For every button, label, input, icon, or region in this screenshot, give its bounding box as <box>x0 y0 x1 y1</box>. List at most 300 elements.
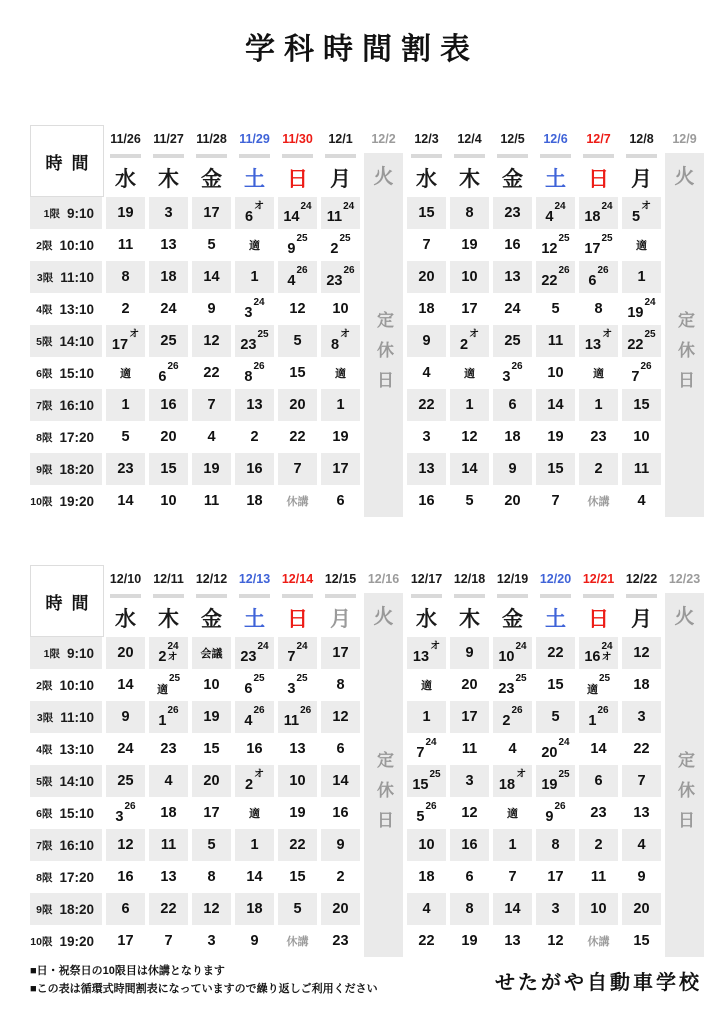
schedule-cell <box>147 357 190 389</box>
cell-bg <box>622 669 661 701</box>
lesson-number: 19 <box>203 461 220 477</box>
schedule-cell <box>491 861 534 893</box>
period-time: 17:20 <box>59 429 94 445</box>
lesson-sup-line: 25 <box>257 329 269 341</box>
schedule-cell <box>448 325 491 357</box>
lesson-sup <box>602 329 612 341</box>
schedule-cell <box>534 229 577 261</box>
cell-bg <box>278 357 317 389</box>
closed-day-label: 火 <box>373 165 394 188</box>
lesson-number: 6 <box>121 901 130 917</box>
schedule-cell <box>620 325 663 357</box>
lesson-sup <box>167 361 178 373</box>
cell-content <box>330 329 351 353</box>
cell-content <box>627 297 656 321</box>
lesson-number: 16 <box>461 837 478 853</box>
period-label: 10限 <box>30 935 53 948</box>
cell-bg <box>106 829 145 861</box>
cell-content <box>590 901 606 917</box>
schedule-cell <box>104 925 147 957</box>
cell-bg <box>579 893 618 925</box>
date-underline-bar <box>110 594 141 598</box>
cell-bg <box>622 925 661 957</box>
cell-content <box>332 709 348 725</box>
schedule-cell <box>577 197 620 229</box>
lesson-number: 11 <box>160 837 177 853</box>
lesson-number: 11 <box>547 333 564 349</box>
lesson-number: 13 <box>246 397 263 413</box>
lesson-sup-line: オ <box>641 201 652 213</box>
lesson-sup <box>602 201 613 213</box>
lesson-number: 9 <box>121 709 130 725</box>
period-time-cell <box>30 485 102 517</box>
closed-date-label: 12/9 <box>672 132 697 146</box>
cell-content <box>633 741 649 757</box>
schedule-cell <box>620 893 663 925</box>
cell-bg <box>493 293 532 325</box>
schedule-cell <box>577 453 620 485</box>
cell-bg <box>450 701 489 733</box>
cell-bg <box>106 701 145 733</box>
schedule-cell <box>233 325 276 357</box>
schedule-cell <box>448 893 491 925</box>
schedule-cell <box>233 765 276 797</box>
period-time-cell <box>30 389 102 421</box>
schedule-cell <box>448 637 491 669</box>
schedule-cell <box>233 229 276 261</box>
lesson-number: 2 <box>158 649 167 665</box>
schedule-cell <box>448 733 491 765</box>
cell-bg <box>536 829 575 861</box>
cell-bg <box>536 797 575 829</box>
schedule-cell <box>448 861 491 893</box>
closed-label-wrap <box>371 195 396 517</box>
schedule-cell <box>104 701 147 733</box>
cell-bg <box>235 701 274 733</box>
lesson-sup <box>602 233 613 245</box>
cell-bg <box>321 325 360 357</box>
cell-bg <box>106 197 145 229</box>
lesson-number: 12 <box>461 429 478 445</box>
period-time-cell <box>30 893 102 925</box>
cell-bg <box>493 325 532 357</box>
cell-bg <box>321 357 360 389</box>
schedule-cell <box>190 229 233 261</box>
cell-content <box>326 201 355 225</box>
schedule-cell <box>319 421 362 453</box>
cell-content <box>418 493 434 509</box>
period-time: 11:10 <box>60 269 94 285</box>
cell-bg <box>493 701 532 733</box>
date-label: 12/10 <box>109 572 142 586</box>
lesson-number: 6 <box>244 209 254 225</box>
cell-bg <box>493 197 532 229</box>
cell-bg <box>579 325 618 357</box>
cell-bg <box>235 389 274 421</box>
schedule-cell <box>620 357 663 389</box>
cell-content <box>289 301 305 317</box>
lesson-number: 16 <box>117 869 134 885</box>
schedule-cell <box>319 733 362 765</box>
cell-bg <box>106 861 145 893</box>
cell-bg <box>106 261 145 293</box>
lesson-number: 14 <box>117 677 134 693</box>
lesson-number: 15 <box>160 461 177 477</box>
lesson-sup-line: 24 <box>554 201 566 213</box>
lesson-sup-line: 24 <box>343 201 355 213</box>
cell-bg <box>493 389 532 421</box>
lesson-number: 7 <box>631 369 640 385</box>
cell-bg <box>235 829 274 861</box>
cell-bg <box>278 797 317 829</box>
cell-content <box>289 741 305 757</box>
date-label: 12/15 <box>324 572 357 586</box>
schedule-cell <box>534 925 577 957</box>
cell-content <box>160 901 176 917</box>
date-underline-bar <box>626 154 657 158</box>
period-time-cell <box>30 229 102 261</box>
cell-bg <box>235 229 274 261</box>
schedule-cell <box>620 229 663 261</box>
lesson-number: 10 <box>160 493 177 509</box>
cell-content <box>547 869 563 885</box>
date-label: 12/22 <box>625 572 658 586</box>
day-label: 木 <box>459 168 480 191</box>
lesson-number: 8 <box>594 301 603 317</box>
lesson-number: 10 <box>289 773 306 789</box>
schedule-cell <box>577 925 620 957</box>
lesson-number: 12 <box>203 901 220 917</box>
cell-content <box>120 365 131 381</box>
cell-content <box>465 645 473 661</box>
lesson-number: 7 <box>293 461 302 477</box>
schedule-cell <box>577 485 620 517</box>
schedule-cell <box>534 325 577 357</box>
time-header-cell: 時間 <box>30 565 104 637</box>
cell-content <box>244 361 265 385</box>
lesson-number: 19 <box>117 205 134 221</box>
lesson-sup <box>253 361 264 373</box>
closed-label: 定休日 <box>374 311 393 401</box>
schedule-cell <box>405 325 448 357</box>
cell-bg <box>536 421 575 453</box>
cell-content <box>250 933 258 949</box>
cell-content <box>422 333 430 349</box>
lesson-number: 20 <box>332 901 349 917</box>
lesson-number: 6 <box>244 681 253 697</box>
lesson-number: 4 <box>164 773 173 789</box>
cell-content <box>465 901 473 917</box>
lesson-number: 10 <box>332 301 349 317</box>
date-label: 12/17 <box>410 572 443 586</box>
lesson-number: 8 <box>121 269 130 285</box>
cell-content <box>332 429 348 445</box>
lesson-number: 15 <box>418 205 435 221</box>
cell-bg <box>149 325 188 357</box>
timetable-lower <box>30 565 706 957</box>
cell-bg <box>622 293 661 325</box>
schedule-cell <box>233 389 276 421</box>
cell-bg <box>278 485 317 517</box>
day-label: 水 <box>416 168 437 191</box>
lesson-number: 17 <box>332 645 349 661</box>
cell-bg <box>321 453 360 485</box>
schedule-cell <box>233 197 276 229</box>
lesson-sup <box>645 329 656 341</box>
schedule-cell <box>448 925 491 957</box>
schedule-cell <box>147 197 190 229</box>
period-time: 13:10 <box>59 741 94 757</box>
lesson-number: 2 <box>594 837 603 853</box>
lesson-number: 20 <box>289 397 306 413</box>
schedule-cell <box>190 485 233 517</box>
cell-bg <box>192 197 231 229</box>
lesson-number: 20 <box>541 745 558 761</box>
lesson-number: 8 <box>244 369 253 385</box>
lesson-number: 18 <box>160 269 177 285</box>
schedule-cell <box>190 765 233 797</box>
cell-bg <box>536 357 575 389</box>
date-underline-bar <box>239 154 270 158</box>
cell-bg <box>278 637 317 669</box>
cell-bg <box>407 485 446 517</box>
lesson-number: 12 <box>203 333 220 349</box>
cell-bg <box>407 357 446 389</box>
schedule-cell <box>319 229 362 261</box>
cell-bg <box>450 797 489 829</box>
cell-content <box>634 461 649 477</box>
schedule-cell <box>276 765 319 797</box>
cell-bg <box>407 861 446 893</box>
closed-date-label: 12/23 <box>668 572 701 586</box>
cell-bg <box>493 421 532 453</box>
period-label: 2限 <box>36 679 53 692</box>
lesson-sup-line: 24 <box>253 297 265 309</box>
period-time: 13:10 <box>59 301 94 317</box>
schedule-cell <box>319 261 362 293</box>
day-label: 土 <box>244 168 265 191</box>
cell-content <box>418 461 434 477</box>
cell-content <box>637 709 645 725</box>
date-label: 12/8 <box>629 132 654 146</box>
schedule-cell <box>491 797 534 829</box>
cell-content <box>160 869 176 885</box>
schedule-cell <box>491 669 534 701</box>
cell-content <box>332 773 348 789</box>
schedule-cell <box>104 765 147 797</box>
cell-content <box>332 933 348 949</box>
cell-bg <box>493 765 532 797</box>
cell-bg <box>450 637 489 669</box>
lesson-number: 18 <box>418 301 435 317</box>
cell-content <box>421 677 432 693</box>
schedule-cell <box>104 829 147 861</box>
cell-content <box>246 461 262 477</box>
day-label: 月 <box>330 608 351 631</box>
cell-bg <box>321 389 360 421</box>
cell-bg <box>192 389 231 421</box>
lesson-number: 9 <box>637 869 646 885</box>
schedule-cell <box>319 893 362 925</box>
lesson-number: 10 <box>461 269 478 285</box>
lesson-sup <box>344 265 355 277</box>
lesson-sup-line: 24 <box>601 201 613 213</box>
cell-bg <box>536 197 575 229</box>
cell-bg <box>235 325 274 357</box>
cell-content <box>117 869 133 885</box>
lesson-sup <box>559 265 570 277</box>
lesson-number: 4 <box>287 273 296 289</box>
day-label: 土 <box>244 608 265 631</box>
cell-content <box>633 677 649 693</box>
schedule-cell <box>319 669 362 701</box>
date-underline-bar <box>239 594 270 598</box>
lesson-sup <box>296 233 307 245</box>
lesson-number: 17 <box>117 933 134 949</box>
lesson-number: 10 <box>498 649 515 665</box>
date-underline-bar <box>196 594 227 598</box>
cell-bg <box>407 453 446 485</box>
cell-bg <box>536 669 575 701</box>
schedule-cell <box>405 421 448 453</box>
closed-column <box>364 153 403 517</box>
lesson-number: 6 <box>508 397 517 413</box>
cell-bg <box>235 861 274 893</box>
cell-content <box>289 837 305 853</box>
cell-bg <box>450 893 489 925</box>
lesson-sup <box>129 329 139 341</box>
cell-content <box>207 301 215 317</box>
lesson-sup-line: 26 <box>343 265 355 277</box>
period-label: 1限 <box>43 647 60 660</box>
cell-bg <box>407 389 446 421</box>
cell-content <box>422 237 430 253</box>
cell-content <box>547 645 563 661</box>
lesson-sup-line: 24 <box>515 641 527 653</box>
date-label: 11/27 <box>153 132 184 146</box>
schedule-cell <box>448 293 491 325</box>
cell-bg <box>192 797 231 829</box>
cell-content <box>637 869 645 885</box>
cell-bg <box>450 829 489 861</box>
cell-content <box>207 237 215 253</box>
cell-content <box>117 645 133 661</box>
schedule-cell <box>276 389 319 421</box>
schedule-cell <box>448 829 491 861</box>
cell-content <box>541 265 570 289</box>
cell-content <box>418 205 434 221</box>
period-label: 9限 <box>36 903 53 916</box>
cell-content <box>240 329 269 353</box>
lesson-number: 4 <box>244 713 253 729</box>
closed-column <box>665 153 704 517</box>
lesson-number: 2 <box>336 869 345 885</box>
lesson-number: 22 <box>160 901 177 917</box>
lesson-sup <box>258 641 269 653</box>
date-underline-bar <box>497 594 528 598</box>
lesson-sup <box>640 361 651 373</box>
schedule-cell <box>620 293 663 325</box>
lesson-number: 5 <box>551 301 560 317</box>
lesson-sup <box>559 737 570 749</box>
lesson-sup-line: 25 <box>558 233 570 245</box>
cell-content <box>545 201 566 225</box>
cell-bg <box>450 357 489 389</box>
cell-bg <box>192 925 231 957</box>
lesson-number: 24 <box>504 301 521 317</box>
schedule-cell <box>405 733 448 765</box>
schedule-cell <box>491 765 534 797</box>
cell-bg <box>536 893 575 925</box>
period-time-cell <box>30 325 102 357</box>
period-time-cell <box>30 421 102 453</box>
lesson-sup-line: オ <box>469 329 480 341</box>
cell-content <box>633 805 649 821</box>
lesson-number: 14 <box>246 869 263 885</box>
cell-bg <box>493 453 532 485</box>
cell-content <box>633 645 649 661</box>
schedule-cell <box>491 389 534 421</box>
cell-bg <box>235 197 274 229</box>
period-label: 9限 <box>36 463 53 476</box>
cell-content <box>164 933 172 949</box>
cell-content <box>584 201 613 225</box>
cell-content <box>418 301 434 317</box>
cell-content <box>160 237 176 253</box>
lesson-sup-line: 26 <box>425 801 437 813</box>
schedule-cell <box>577 861 620 893</box>
cell-bg <box>493 669 532 701</box>
lesson-number: 19 <box>289 805 306 821</box>
lesson-number: 18 <box>246 493 263 509</box>
cell-content <box>508 837 516 853</box>
lesson-number: 13 <box>633 805 650 821</box>
lesson-sup-line: 26 <box>511 361 523 373</box>
lesson-number: 5 <box>416 809 425 825</box>
cell-content <box>244 297 265 321</box>
lesson-sup-line: 24 <box>300 201 312 213</box>
cell-content <box>246 493 262 509</box>
lesson-number: 8 <box>336 677 345 693</box>
cell-bg <box>321 669 360 701</box>
cell-content <box>332 805 348 821</box>
cell-bg <box>579 797 618 829</box>
cell-content <box>418 397 434 413</box>
lesson-number: 12 <box>117 837 134 853</box>
lesson-number: 2 <box>244 777 254 793</box>
date-label: 12/1 <box>328 132 353 146</box>
cell-bg <box>536 485 575 517</box>
lesson-number: 17 <box>584 241 601 257</box>
cell-bg <box>235 765 274 797</box>
lesson-sup <box>253 673 264 685</box>
lesson-number: 1 <box>594 397 603 413</box>
lesson-number: 22 <box>633 741 650 757</box>
schedule-cell <box>190 293 233 325</box>
schedule-cell <box>491 229 534 261</box>
lesson-number: 16 <box>160 397 177 413</box>
cell-bg <box>407 261 446 293</box>
schedule-cell <box>577 293 620 325</box>
cell-content <box>547 933 563 949</box>
lesson-number: 6 <box>465 869 474 885</box>
lesson-number: 10 <box>418 837 435 853</box>
schedule-cell <box>233 733 276 765</box>
cell-content <box>584 642 612 665</box>
lesson-number: 18 <box>160 805 177 821</box>
lesson-number: 3 <box>244 305 253 321</box>
cell-bg <box>149 197 188 229</box>
